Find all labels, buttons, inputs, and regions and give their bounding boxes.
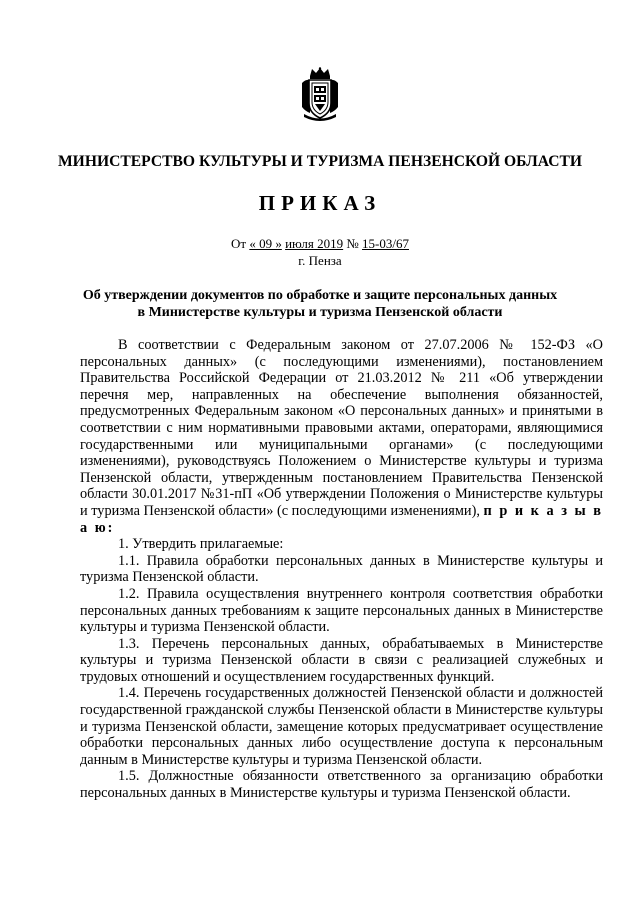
ministry-name: МИНИСТЕРСТВО КУЛЬТУРЫ И ТУРИЗМА ПЕНЗЕНСКОЙ ОБЛАСТИ	[57, 153, 583, 170]
item-1-5: 1.5. Должностные обязанности ответственного за организацию обработки персональных данных в Министерстве культуры и туризма Пензенской области.	[80, 768, 603, 802]
order-body	[80, 337, 603, 802]
order-title	[60, 287, 580, 321]
city-name: г. Пенза	[298, 253, 342, 268]
coat-of-arms-icon	[300, 67, 340, 121]
order-date-line	[40, 236, 600, 252]
item-1-4: 1.4. Перечень государственных должностей Пензенской области и должностей государственной гражданской службы Пензенской области в Министерстве культуры и туризма Пензенской области, замещение которых предусматривает осуществление обработки персональных данных либо осуществление доступа к персональным данным в Министерстве культуры и туризма Пензенской области.	[80, 685, 603, 768]
date-day: « 09 »	[249, 236, 282, 251]
item-1-2: 1.2. Правила осуществления внутреннего контроля соответствия обработки персональных данных требованиям к защите персональных данных в Министерстве культуры и туризма Пензенской области.	[80, 585, 603, 636]
number-sign: №	[346, 236, 359, 251]
item-1-3: 1.3. Перечень персональных данных, обрабатываемых в Министерстве культуры и туризма Пензенской области в связи с реализацией служебных и трудовых отношений и осуществлением государственных функций.	[80, 635, 603, 685]
order-number: 15-03/67	[362, 236, 409, 251]
order-title-line-1: Об утверждении документов по обработке и защите персональных данных	[82, 288, 558, 303]
item-1: 1. Утвердить прилагаемые:	[118, 536, 284, 553]
order-word: п р и к а з ы в а ю:	[80, 502, 603, 536]
item-1-1: 1.1. Правила обработки персональных данных в Министерстве культуры и туризма Пензенской области.	[80, 552, 603, 586]
preamble-paragraph	[80, 337, 603, 536]
preamble-text: В соответствии с Федеральным законом от 27.07.2006 № 152-ФЗ «О персональных данных» (с последующими изменениями), постановлением Правительства Российской Федерации от 21.03.2012 № 211 «Об утверждении перечня мер, направленных на обеспечение выполнения обязанностей, предусмотренных Федеральным законом «О персональных данных» и принятыми в соответствии с ним нормативными правовыми актами, операторами, являющимися государственными или муниципальными органами» (с последующими изменениями), руководствуясь Положением о Министерстве культуры и туризма Пензенской области, утвержденным постановлением Правительства Пензенской области 30.01.2017 №31-пП «Об утверждении Положения о Министерстве культуры и туризма Пензенской области» (с последующими изменениями),	[80, 337, 603, 519]
order-title-line-2: в Министерстве культуры и туризма Пензенской области	[137, 305, 503, 320]
document-type-heading: ПРИКАЗ	[258, 191, 382, 215]
date-month-year: июля 2019	[285, 236, 344, 251]
date-prefix: От	[231, 236, 247, 251]
